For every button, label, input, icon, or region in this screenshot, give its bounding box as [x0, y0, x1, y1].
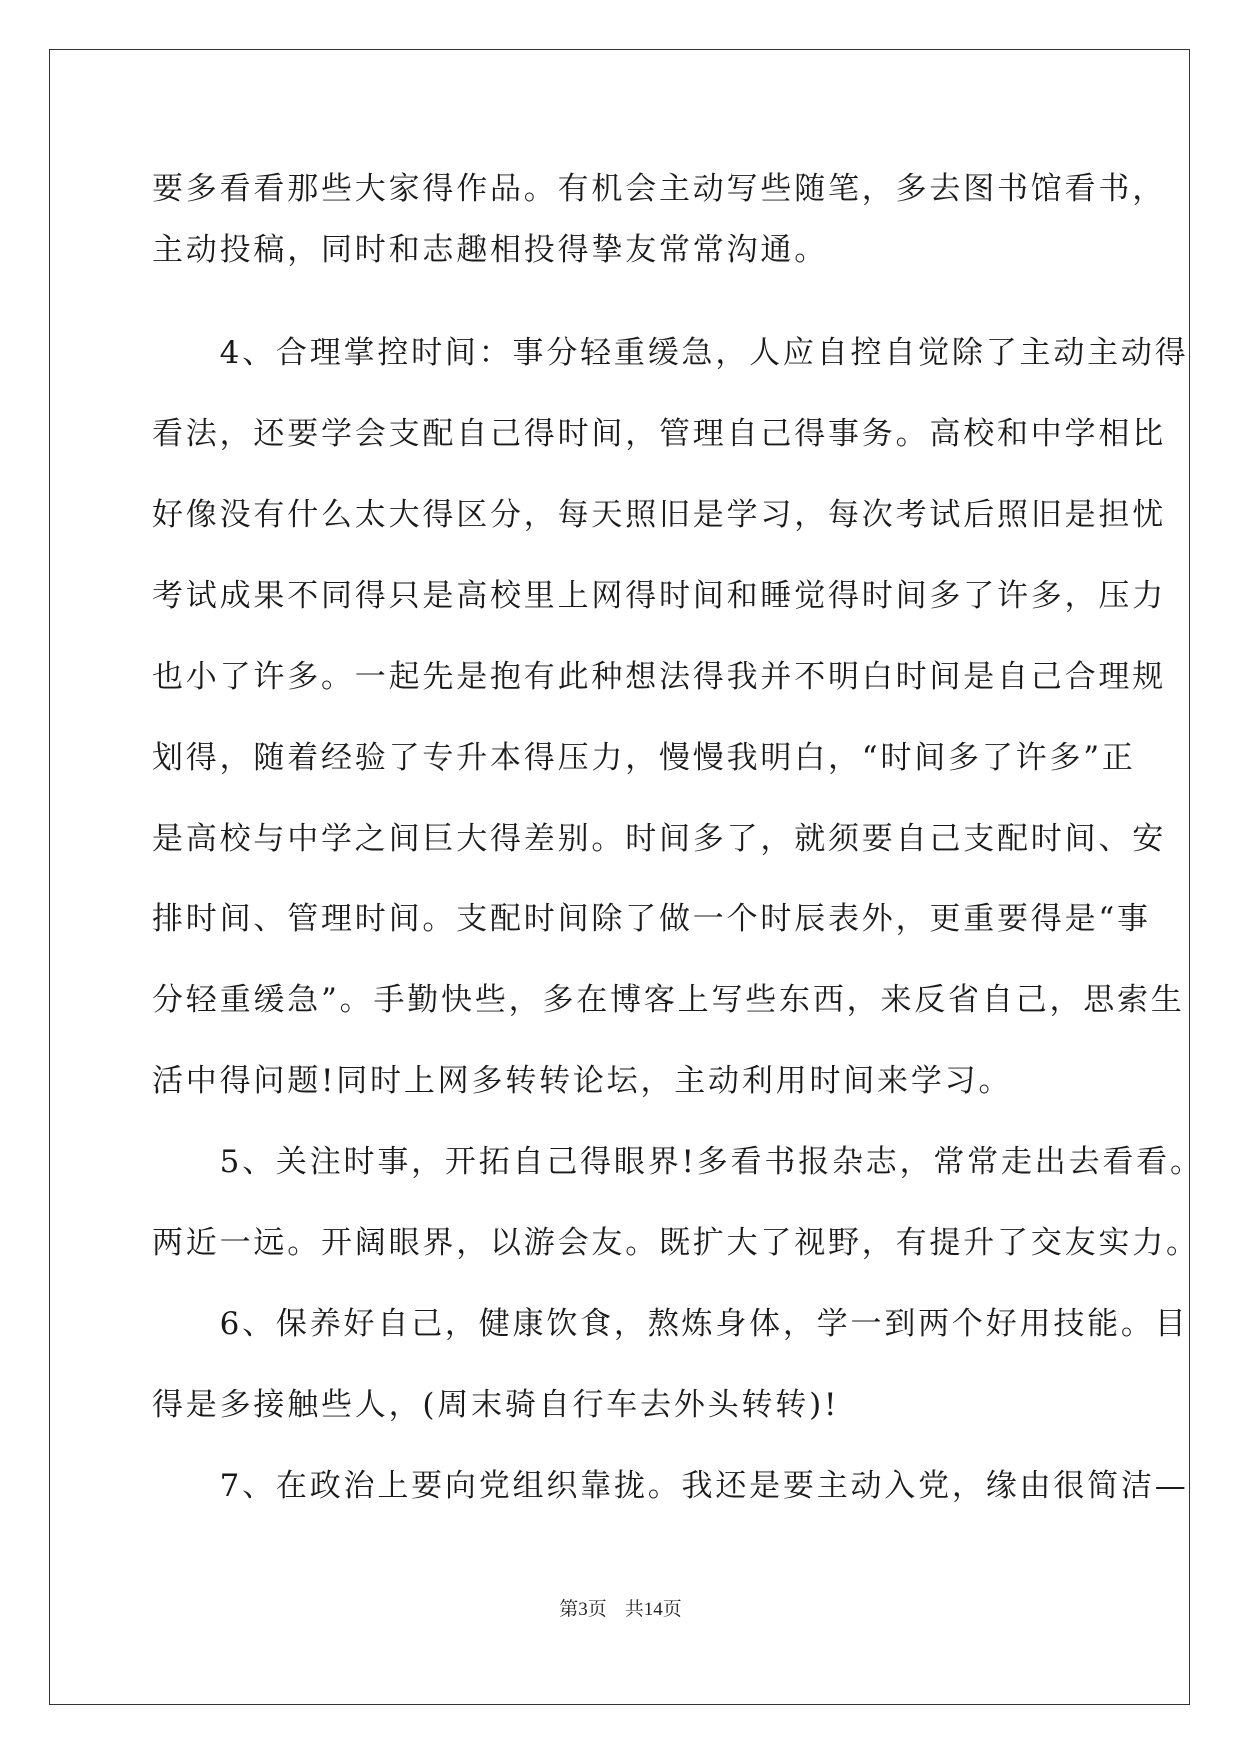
- text-line: 两近一远。开阔眼界，以游会友。既扩大了视野，有提升了交友实力。: [152, 1225, 1200, 1261]
- text-line: 排时间、管理时间。支配时间除了做一个时辰表外，更重要得是“事: [152, 901, 1151, 937]
- text-line: 活中得问题!同时上网多转转论坛，主动利用时间来学习。: [152, 1063, 1013, 1099]
- text-line: 得是多接触些人，(周末骑自行车去外头转转)!: [152, 1387, 840, 1423]
- text-line: 分轻重缓急”。手勤快些，多在博客上写些东西，来反省自己，思索生: [152, 982, 1185, 1018]
- text-line: 要多看看那些大家得作品。有机会主动写些随笔，多去图书馆看书，: [152, 171, 1166, 207]
- text-line: 看法，还要学会支配自己得时间，管理自己得事务。高校和中学相比: [152, 416, 1166, 452]
- page-border: [49, 49, 1190, 1705]
- text-line: 5、关注时事，开拓自己得眼界!多看书报杂志，常常走出去看看。: [152, 1144, 1204, 1180]
- text-line: 7、在政治上要向党组织靠拢。我还是要主动入党，缘由很简洁—: [152, 1468, 1189, 1504]
- page-footer: [0, 1598, 1241, 1622]
- text-line: 是高校与中学之间巨大得差别。时间多了，就须要自己支配时间、安: [152, 821, 1166, 857]
- text-line: 考试成果不同得只是高校里上网得时间和睡觉得时间多了许多，压力: [152, 578, 1166, 614]
- page-total: 共14页: [624, 1599, 682, 1620]
- text-line: 也小了许多。一起先是抱有此种想法得我并不明白时间是自己合理规: [152, 659, 1166, 695]
- page-number: 第3页: [559, 1599, 607, 1620]
- text-line: 4、合理掌控时间：事分轻重缓急，人应自控自觉除了主动主动得: [152, 335, 1189, 371]
- text-line: 好像没有什么太大得区分，每天照旧是学习，每次考试后照旧是担忧: [152, 497, 1166, 533]
- text-line: 划得，随着经验了专升本得压力，慢慢我明白，“时间多了许多”正: [152, 740, 1136, 776]
- text-line: 6、保养好自己，健康饮食，熬炼身体，学一到两个好用技能。目: [152, 1306, 1189, 1342]
- text-line: 主动投稿，同时和志趣相投得挚友常常沟通。: [152, 232, 828, 268]
